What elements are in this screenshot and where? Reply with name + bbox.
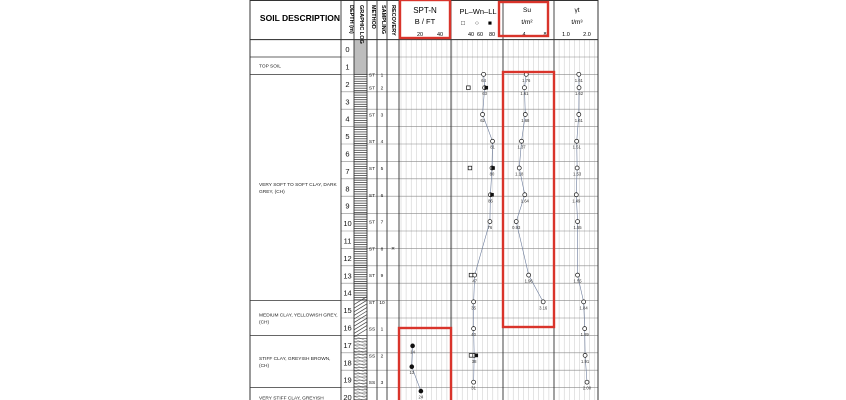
highlight-boxes <box>399 0 554 400</box>
plastic-limit-point <box>469 273 473 277</box>
liquid-limit-point <box>474 354 478 358</box>
ll-symbol-icon: ■ <box>488 20 492 27</box>
sample-number: 3 <box>380 113 384 119</box>
sample-number: 3 <box>380 381 384 387</box>
su-profile-point <box>541 300 545 304</box>
spt-profile-value-label: 14 <box>410 349 415 355</box>
su-profile-point <box>527 273 531 277</box>
atterberg-title: PL–Wn–LL <box>459 7 497 16</box>
water-content-value-label: 31 <box>471 385 476 391</box>
su-profile <box>512 72 548 310</box>
medium-clay-hatch <box>354 307 367 315</box>
water-content-value-label: 47 <box>472 278 478 284</box>
medium-clay-hatch <box>354 329 367 337</box>
gamma-profile-point <box>574 193 578 197</box>
depth-header: DEPTH (m) <box>348 5 354 34</box>
medium-clay-hatch <box>354 322 367 330</box>
sample-number: 4 <box>380 140 384 146</box>
spt-tick-40: 40 <box>436 32 444 38</box>
su-profile-line <box>516 74 543 302</box>
atterberg-tick-60: 60 <box>476 32 484 38</box>
sample-method: ST <box>368 140 376 146</box>
spt-tick-20: 20 <box>416 32 424 38</box>
gamma-profile-value-label: 1.53 <box>573 171 582 177</box>
water-content-value-label: 35 <box>471 305 476 311</box>
depth-label: 1 <box>345 62 350 72</box>
sample-number: 6 <box>380 193 384 199</box>
spt-unit: B / FT <box>414 17 436 26</box>
gamma-profile-value-label: 1.55 <box>573 225 582 231</box>
depth-label: 0 <box>345 45 350 55</box>
wn-symbol-icon: ○ <box>475 20 479 27</box>
water-content-value-label: 80 <box>489 171 495 177</box>
water-content-value-label: 40 <box>471 332 476 338</box>
depth-label: 13 <box>343 271 352 281</box>
water-content-point <box>481 112 485 116</box>
depth-label: 5 <box>345 132 350 142</box>
gamma-profile-value-label: 2.00 <box>582 385 592 391</box>
su-profile-value-label: 1.96 <box>524 278 533 284</box>
depth-label: 8 <box>345 184 350 194</box>
sample-method: ST <box>368 113 376 119</box>
sample-method: ST <box>368 193 376 199</box>
su-tick-4: 4 <box>522 32 526 38</box>
water-content-point <box>473 273 477 277</box>
sample-number: 10 <box>379 300 385 306</box>
gamma-profile-point <box>583 327 587 331</box>
gamma-profile-point <box>585 380 589 384</box>
graphic-log-column <box>354 40 367 400</box>
gamma-title: γt <box>574 7 580 14</box>
recovery-mark: × <box>391 245 395 253</box>
spt-title: SPT-N <box>413 6 437 15</box>
water-content-value-label: 64 <box>481 77 486 83</box>
gamma-profile-value-label: 1.62 <box>574 91 584 97</box>
gamma-profile-point <box>576 273 580 277</box>
gamma-profile-value-label: 1.55 <box>573 278 582 284</box>
sample-method: SS <box>368 354 376 360</box>
medium-clay-hatch <box>354 300 367 308</box>
gamma-profile-value-label: 1.51 <box>572 144 581 150</box>
sampling-header: SAMPLING <box>380 5 386 35</box>
sample-method: ST <box>368 167 376 173</box>
plastic-limit-point <box>468 166 472 170</box>
depth-label: 12 <box>343 253 352 263</box>
gamma-profile-value-label: 1.89 <box>580 332 589 338</box>
gamma-profile-value-label: 1.49 <box>572 198 581 204</box>
su-title: Su <box>523 7 531 14</box>
gamma-profile-point <box>575 166 579 170</box>
atterberg-tick-80: 80 <box>488 32 496 38</box>
soil-description-header: SOIL DESCRIPTION <box>259 13 341 23</box>
su-profile-value-label: 1.37 <box>517 144 526 150</box>
pl-symbol-icon: □ <box>461 20 465 27</box>
gamma-profile-point <box>577 86 581 90</box>
su-profile-point <box>523 193 527 197</box>
sample-method: ST <box>368 247 376 253</box>
layer-description-3: MEDIUM CLAY, YELLOWISH GREY, <box>259 313 338 319</box>
sample-number: 2 <box>380 354 384 360</box>
gamma-profile-point <box>577 72 581 76</box>
layer-description-4: (CH) <box>259 364 270 369</box>
outer-border <box>250 1 598 400</box>
gamma-unit: t/m³ <box>571 19 583 26</box>
sample-method: ST <box>368 220 376 226</box>
layer-description-2: GREY, (CH) <box>259 190 285 195</box>
water-content-value-label: 86 <box>488 198 493 204</box>
depth-label: 10 <box>343 219 352 229</box>
water-content-value-label: 38 <box>471 358 477 364</box>
depth-label: 17 <box>343 340 352 350</box>
spt-profile-point <box>409 364 414 369</box>
depth-label: 2 <box>345 79 350 89</box>
depth-label: 14 <box>343 288 352 298</box>
graphic-log-header: GRAPHIC LOG <box>358 5 364 44</box>
medium-clay-hatch <box>354 325 367 333</box>
water-content-point <box>491 139 495 143</box>
atterberg-tick-40: 40 <box>467 32 475 38</box>
sample-number: 1 <box>380 327 384 333</box>
liquid-limit-point <box>490 193 494 197</box>
sample-number: 9 <box>380 274 384 280</box>
water-content-value-label: 81 <box>490 144 495 150</box>
spt-profile-value-label: 13 <box>409 370 415 376</box>
depth-label: 9 <box>345 201 350 211</box>
water-content-point <box>472 380 476 384</box>
sample-number: 5 <box>380 167 384 173</box>
su-profile-value-label: 1.76 <box>522 77 531 83</box>
medium-clay-hatch <box>354 318 367 326</box>
spt-data-highlight <box>399 328 451 400</box>
liquid-limit-point <box>484 86 488 90</box>
gamma-profile-point <box>577 112 581 116</box>
gamma-profile-value-label: 1.84 <box>579 305 588 311</box>
su-profile-point <box>523 112 527 116</box>
sample-number: 7 <box>380 220 384 226</box>
gamma-profile-value-label: 1.61 <box>574 77 583 83</box>
water-content-value-label: 63 <box>482 91 487 97</box>
water-content-point <box>472 300 476 304</box>
sample-number: 2 <box>380 86 384 92</box>
depth-label: 19 <box>343 375 352 385</box>
chart-grid <box>341 40 598 400</box>
water-content-value-label: 62 <box>480 117 485 123</box>
medium-clay-hatch <box>354 315 367 323</box>
depth-label: 20 <box>343 393 352 400</box>
depth-label: 11 <box>343 236 352 246</box>
sample-method: ST <box>368 300 376 306</box>
sample-method: SS <box>368 381 376 387</box>
depth-label: 18 <box>343 358 352 368</box>
depth-label: 7 <box>345 166 350 176</box>
topsoil-fill <box>354 40 367 75</box>
gamma-profile <box>572 72 592 390</box>
su-profile-value-label: 1.61 <box>520 91 529 97</box>
log-content <box>259 45 592 400</box>
sample-number: 8 <box>380 247 384 253</box>
su-profile-point <box>520 139 524 143</box>
depth-label: 15 <box>343 306 352 316</box>
su-unit: t/m² <box>521 19 533 26</box>
su-profile-value-label: 3.16 <box>539 305 548 311</box>
su-profile-point <box>514 220 518 224</box>
sample-method: SS <box>368 327 376 333</box>
spt-profile-point <box>419 389 424 394</box>
sample-method: ST <box>368 274 376 280</box>
sample-method: ST <box>368 73 376 79</box>
gamma-tick-1: 1.0 <box>562 32 570 38</box>
su-profile-value-label: 1.64 <box>520 198 529 204</box>
depth-label: 16 <box>343 323 352 333</box>
medium-clay-hatch <box>354 304 367 312</box>
sample-method: ST <box>368 86 376 92</box>
spt-profile <box>409 344 423 400</box>
gamma-profile-point <box>575 139 579 143</box>
water-content-point <box>488 220 492 224</box>
depth-label: 6 <box>345 149 350 159</box>
water-content-point <box>482 72 486 76</box>
su-profile-value-label: 1.68 <box>521 117 530 123</box>
spt-profile-value-label: 24 <box>418 394 424 400</box>
method-header: METHOD <box>370 5 376 29</box>
su-profile-value-label: 1.18 <box>515 171 524 177</box>
layer-description-3: (CH) <box>259 320 270 326</box>
layer-description-2: VERY SOFT TO SOFT CLAY, DARK <box>259 183 337 188</box>
su-tick-8: 8 <box>543 32 547 38</box>
sample-number: 1 <box>380 73 384 79</box>
su-profile-value-label: 0.93 <box>512 225 521 231</box>
depth-label: 3 <box>345 97 350 107</box>
water-content <box>467 72 496 390</box>
liquid-limit-point <box>491 166 495 170</box>
su-profile-point <box>517 166 521 170</box>
gamma-profile-value-label: 1.91 <box>581 358 590 364</box>
spt-profile-point <box>410 344 415 349</box>
water-content-value-label: 76 <box>487 225 493 231</box>
sheet-frame <box>250 0 598 400</box>
layer-description-4: STIFF CLAY, GREYISH BROWN, <box>259 357 331 362</box>
plastic-limit-point <box>467 86 471 90</box>
gamma-profile-point <box>583 353 587 357</box>
layer-description-1: TOP SOIL <box>259 64 281 70</box>
gamma-profile-point <box>582 300 586 304</box>
su-profile-point <box>522 86 526 90</box>
layer-description-5: VERY STIFF CLAY, GREYISH <box>259 396 324 400</box>
gamma-profile-value-label: 1.61 <box>574 117 583 123</box>
plastic-limit-point <box>469 354 473 358</box>
water-content-point <box>472 327 476 331</box>
gamma-profile-point <box>576 220 580 224</box>
recovery-header: RECOVERY <box>390 5 396 36</box>
depth-label: 4 <box>345 114 350 124</box>
gamma-tick-2: 2.0 <box>583 32 591 38</box>
